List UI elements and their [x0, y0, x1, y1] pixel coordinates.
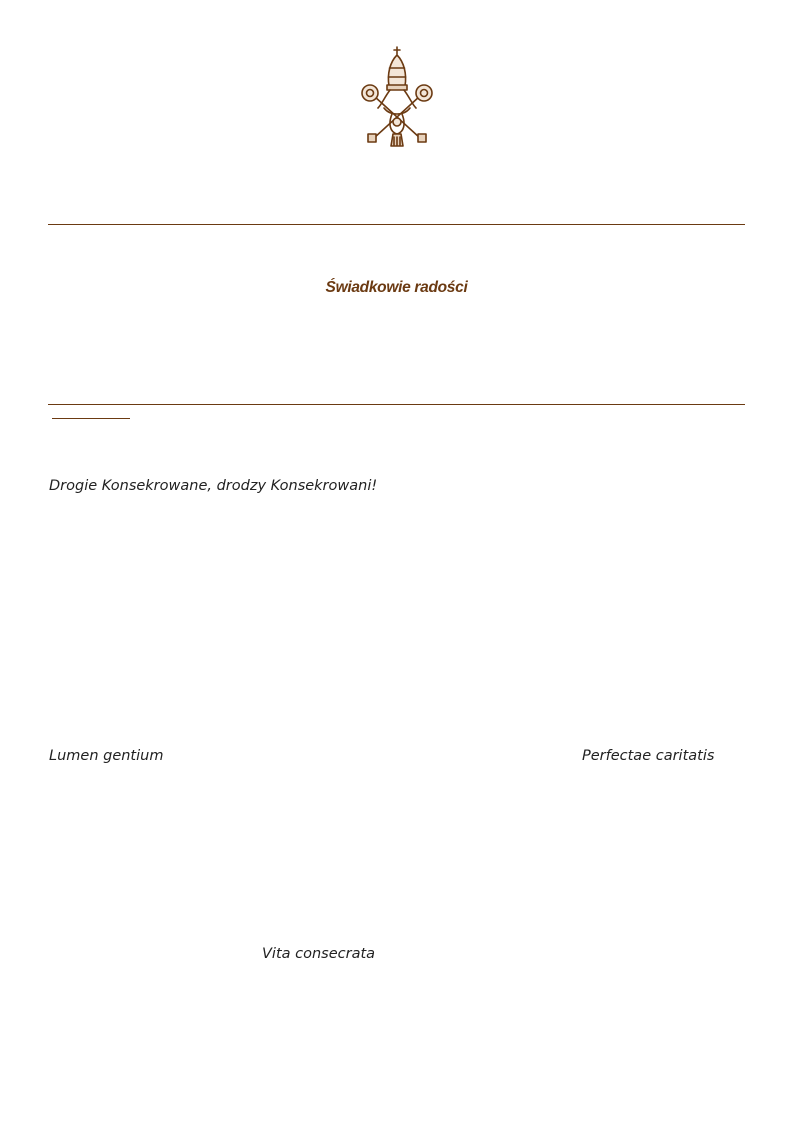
- italic-term-perfectae-caritatis: Perfectae caritatis: [582, 748, 715, 764]
- papal-coat-of-arms-icon: [354, 46, 440, 148]
- italic-term-lumen-gentium: Lumen gentium: [49, 748, 164, 764]
- footnote-separator: [52, 418, 130, 419]
- greeting-text: Drogie Konsekrowane, drodzy Konsekrowani!: [49, 478, 378, 494]
- header-divider-top: [48, 224, 745, 225]
- document-title: Świadkowie radości: [325, 279, 468, 296]
- italic-term-vita-consecrata: Vita consecrata: [262, 946, 376, 962]
- header-divider-bottom: [48, 404, 745, 405]
